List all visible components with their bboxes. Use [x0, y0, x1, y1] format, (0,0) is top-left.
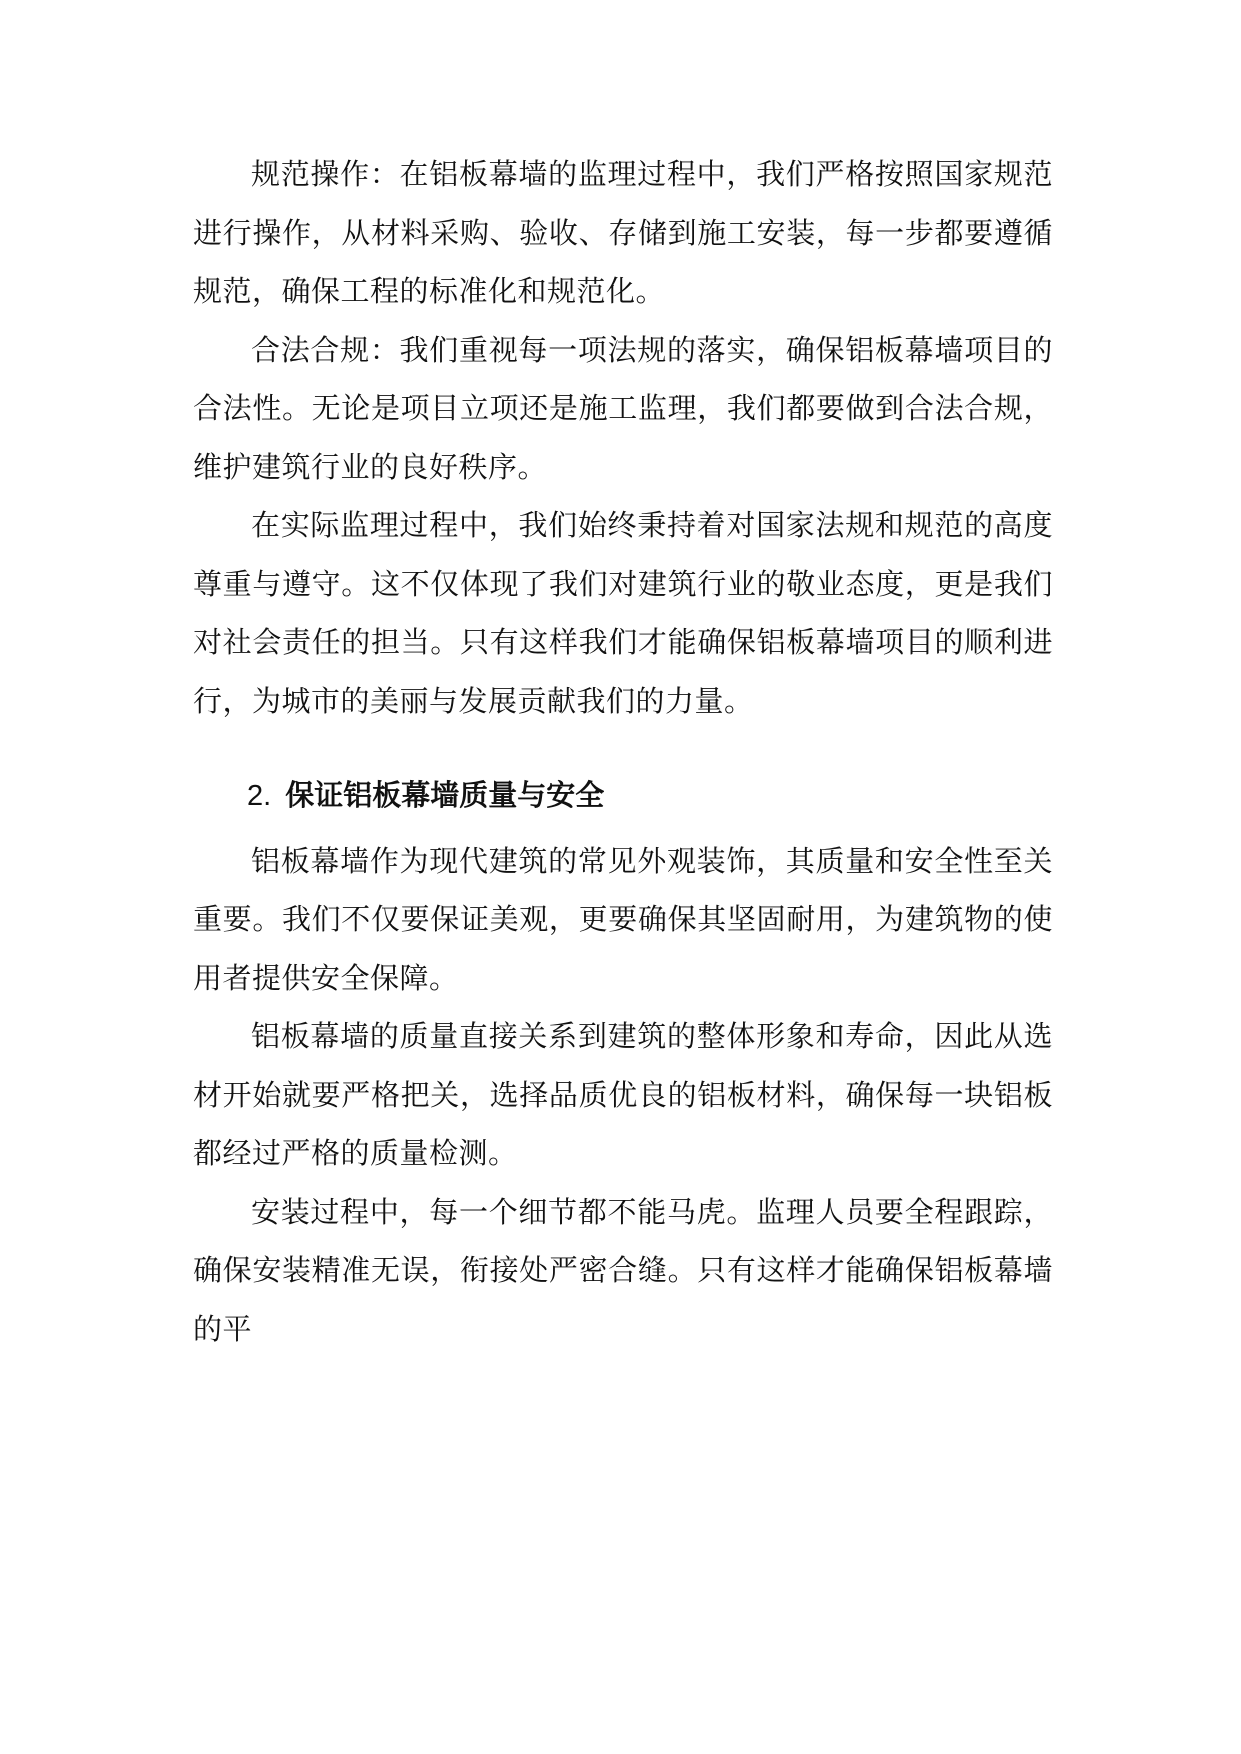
paragraph-practice: 在实际监理过程中，我们始终秉持着对国家法规和规范的高度尊重与遵守。这不仅体现了我们对建筑行业的敬业态度，更是我们对社会责任的担当。只有这样我们才能确保铝板幕墙项目的顺利进行，为城市的美丽与发展贡献我们的力量。	[193, 508, 1053, 718]
section-number: 2.	[247, 780, 272, 812]
paragraph-legal-compliance: 合法合规：我们重视每一项法规的落实，确保铝板幕墙项目的合法性。无论是项目立项还是施工监理，我们都要做到合法合规，维护建筑行业的良好秩序。	[193, 332, 1053, 484]
paragraph-installation: 安装过程中，每一个细节都不能马虎。监理人员要全程跟踪，确保安装精准无误，衔接处严密合缝。只有这样才能确保铝板幕墙的平	[193, 1194, 1053, 1346]
paragraph-material-selection: 铝板幕墙的质量直接关系到建筑的整体形象和寿命，因此从选材开始就要严格把关，选择品质优良的铝板材料，确保每一块铝板都经过严格的质量检测。	[193, 1019, 1053, 1170]
paragraph-standard-operation: 规范操作：在铝板幕墙的监理过程中，我们严格按照国家规范进行操作，从材料采购、验收、存储到施工安装，每一步都要遵循规范，确保工程的标准化和规范化。	[193, 157, 1053, 308]
section-heading	[193, 766, 1053, 826]
document-body	[193, 145, 1053, 1358]
section-title: 保证铝板幕墙质量与安全	[285, 778, 605, 812]
paragraph-quality-intro: 铝板幕墙作为现代建筑的常见外观装饰，其质量和安全性至关重要。我们不仅要保证美观，更要确保其坚固耐用，为建筑物的使用者提供安全保障。	[193, 843, 1053, 995]
